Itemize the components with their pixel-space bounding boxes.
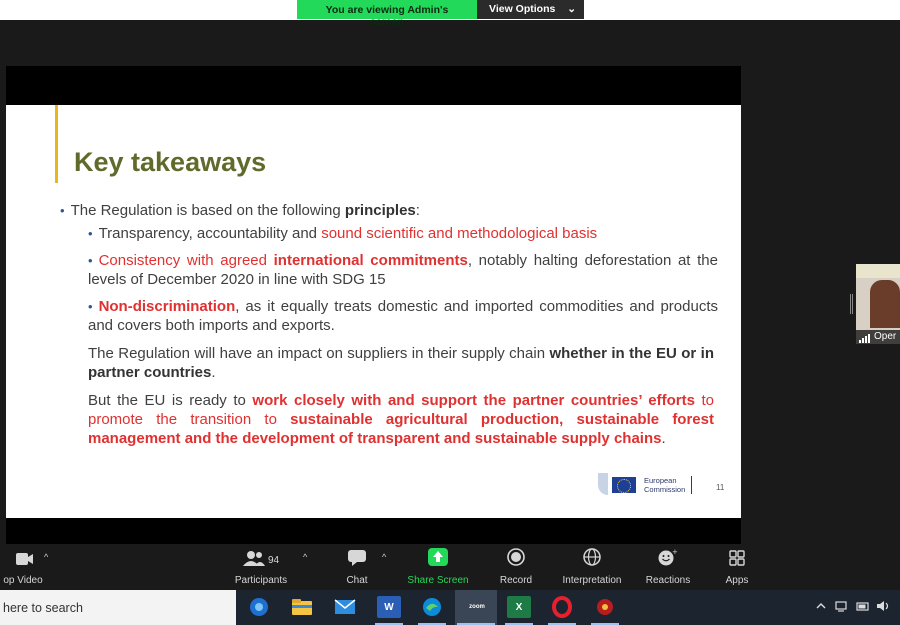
bullet-intro-bold: principles bbox=[344, 202, 416, 219]
screen-share-banner bbox=[297, 0, 584, 28]
sub2-text: , notably halting deforestation at the levels of December 2020 in line with SDG 15 bbox=[88, 252, 718, 288]
record-button[interactable] bbox=[494, 544, 538, 590]
opera-icon[interactable] bbox=[550, 596, 574, 618]
interpretation-label: Interpretation bbox=[562, 575, 622, 586]
bullet-dot: • bbox=[88, 299, 93, 314]
globe-icon bbox=[554, 544, 630, 568]
para1-bold: whether in the EU or in partner countries bbox=[88, 345, 714, 381]
bullet-dot: • bbox=[60, 203, 65, 218]
bullet-intro-text: The Regulation is based on the following bbox=[70, 202, 345, 219]
share-screen-icon bbox=[404, 544, 472, 568]
sub1-text: Transparency, accountability and bbox=[98, 225, 322, 242]
chat-label: Chat bbox=[346, 575, 368, 586]
windows-taskbar bbox=[0, 590, 900, 625]
reactions-button[interactable] bbox=[642, 544, 694, 590]
participant-name: Oper bbox=[856, 330, 900, 344]
participants-count: 94 bbox=[267, 555, 280, 566]
para2-highlight-bold-1: work closely with and support the partner countries’ efforts bbox=[252, 392, 695, 409]
bullet-intro bbox=[60, 201, 710, 220]
svg-text:+: + bbox=[672, 548, 678, 556]
logo-wing-shape bbox=[598, 473, 612, 495]
slide-title: Key takeaways bbox=[74, 147, 267, 177]
edge-beta-icon[interactable] bbox=[247, 596, 271, 618]
chat-bubble-icon bbox=[337, 544, 377, 568]
para2-end: . bbox=[661, 430, 666, 447]
edge-icon[interactable] bbox=[420, 596, 444, 618]
thumbnail-background bbox=[856, 264, 900, 278]
show-hidden-icons-icon[interactable] bbox=[815, 600, 827, 615]
apps-label: Apps bbox=[725, 575, 749, 586]
logo-line-1: European bbox=[644, 476, 677, 485]
sub-bullet-non-discrimination bbox=[88, 297, 718, 335]
chevron-down-icon: ⌄ bbox=[567, 3, 576, 15]
share-screen-button[interactable] bbox=[404, 544, 472, 590]
title-accent-bar bbox=[55, 105, 58, 183]
chat-caret-icon[interactable]: ^ bbox=[382, 552, 387, 562]
european-commission-logo bbox=[598, 471, 698, 499]
para1-end: . bbox=[211, 364, 216, 381]
page-number: 11 bbox=[716, 483, 725, 492]
participants-caret-icon[interactable]: ^ bbox=[303, 552, 308, 562]
signal-strength-icon bbox=[859, 334, 871, 343]
word-icon[interactable]: W bbox=[377, 596, 401, 618]
volume-icon[interactable] bbox=[876, 600, 890, 615]
reactions-label: Reactions bbox=[645, 575, 691, 586]
para2-text: But the EU is ready to bbox=[88, 392, 253, 409]
logo-text bbox=[644, 476, 685, 494]
record-label: Record bbox=[499, 575, 533, 586]
view-options-label: View Options bbox=[489, 3, 556, 15]
logo-line-2: Commission bbox=[644, 485, 686, 494]
video-camera-icon bbox=[0, 544, 49, 568]
sub2-highlight-bold: international commitments bbox=[273, 252, 468, 269]
sub2-highlight: Consistency with agreed bbox=[98, 252, 274, 269]
para2-highlight-bold-2: sustainable agricultural production, sustainable forest management and the development of transparent and sustainable supply chains bbox=[88, 411, 714, 447]
file-explorer-icon[interactable] bbox=[290, 596, 314, 618]
video-caret-icon[interactable]: ^ bbox=[44, 552, 49, 562]
participants-button[interactable] bbox=[228, 544, 294, 590]
paragraph-impact bbox=[88, 344, 714, 382]
apps-button[interactable] bbox=[718, 544, 756, 590]
video-label: op Video bbox=[3, 575, 43, 586]
paragraph-support bbox=[88, 391, 714, 448]
eu-flag-icon bbox=[612, 477, 636, 493]
sub3-highlight-bold: Non-discrimination bbox=[98, 298, 236, 315]
logo-divider bbox=[691, 476, 692, 494]
app-badge-icon[interactable] bbox=[593, 596, 617, 618]
sub1-highlight: sound scientific and methodological basis bbox=[321, 225, 598, 242]
sub-bullet-consistency bbox=[88, 251, 718, 289]
zoom-app-label: zoom bbox=[469, 604, 485, 610]
participants-icon bbox=[228, 544, 294, 568]
participants-label: Participants bbox=[234, 575, 288, 586]
chat-button[interactable] bbox=[337, 544, 377, 590]
network-icon[interactable] bbox=[835, 600, 849, 615]
bullet-dot: • bbox=[88, 226, 93, 241]
viewing-label: You are viewing Admin's screen bbox=[297, 0, 477, 19]
apps-icon bbox=[718, 544, 756, 568]
participant-thumbnail[interactable] bbox=[856, 264, 900, 344]
bullet-dot: • bbox=[88, 253, 93, 268]
presentation-slide bbox=[6, 105, 741, 518]
meeting-toolbar bbox=[0, 544, 900, 590]
smiley-plus-icon bbox=[642, 544, 694, 568]
battery-icon[interactable] bbox=[856, 600, 870, 615]
sub-bullet-transparency bbox=[88, 224, 718, 243]
participant-video bbox=[870, 280, 900, 328]
para2-highlight: to promote the transition to bbox=[88, 392, 714, 428]
thumbnail-drag-handle[interactable] bbox=[850, 294, 853, 314]
sub3-text: , as it equally treats domestic and imported commodities and products and covers both imports and exports. bbox=[88, 298, 718, 334]
view-options-button[interactable] bbox=[477, 0, 584, 19]
interpretation-button[interactable] bbox=[554, 544, 630, 590]
para1-text: The Regulation will have an impact on suppliers in their supply chain bbox=[88, 345, 550, 362]
bullet-intro-colon: : bbox=[415, 202, 420, 219]
zoom-app-icon[interactable] bbox=[464, 596, 490, 618]
record-icon bbox=[494, 544, 538, 568]
excel-icon[interactable]: X bbox=[507, 596, 531, 618]
video-button[interactable] bbox=[0, 544, 49, 590]
share-screen-label: Share Screen bbox=[407, 575, 469, 586]
mail-icon[interactable] bbox=[333, 596, 357, 618]
taskbar-search-input[interactable]: here to search bbox=[0, 590, 236, 625]
